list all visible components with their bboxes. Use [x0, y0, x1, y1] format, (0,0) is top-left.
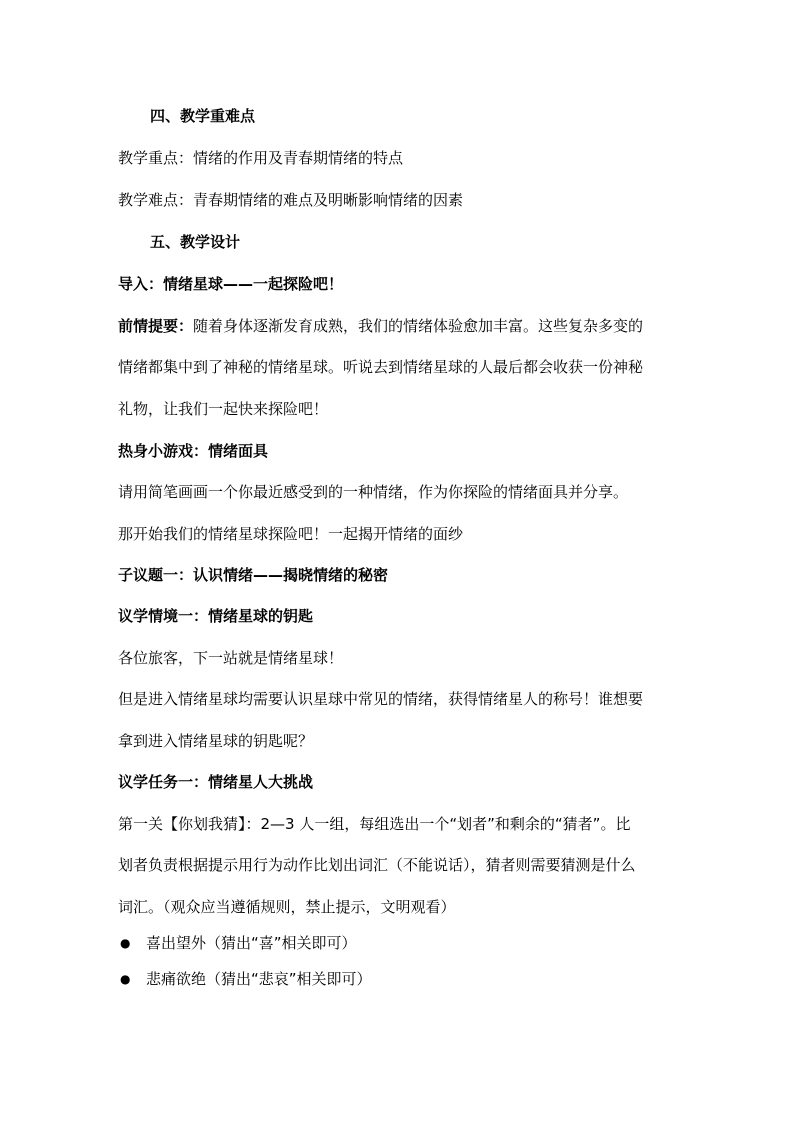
warmup-heading: 热身小游戏：情绪面具 — [118, 442, 269, 460]
key-points-label: 教学重点： — [118, 149, 194, 167]
bullet-icon: ● — [120, 972, 131, 986]
list-item-text: 悲痛欲绝（猜出“悲哀”相关即可） — [146, 970, 372, 988]
scenario-1-line-1: 各位旅客，下一站就是情绪星球！ — [118, 649, 344, 667]
key-points-text: 情绪的作用及青春期情绪的特点 — [193, 149, 404, 167]
preface-line-2: 情绪都集中到了神秘的情绪星球。听说去到情绪星球的人最后都会收获一份神秘 — [118, 358, 644, 376]
list-item — [120, 933, 660, 953]
task-1-line-1: 第一关【你划我猜】：2—3 人一组，每组选出一个“划者”和剩余的“猜者”。比 — [118, 815, 631, 833]
task-1-line-2: 划者负责根据提示用行为动作比划出词汇（不能说话），猜者则需要猜测是什么 — [118, 856, 636, 874]
scenario-1-line-2: 但是进入情绪星球均需要认识星球中常见的情绪，获得情绪星人的称号！谁想要 — [118, 690, 644, 708]
list-item — [120, 969, 660, 989]
difficult-points-text: 青春期情绪的难点及明晰影响情绪的因素 — [193, 191, 464, 209]
preface-text-1: 随着身体逐渐发育成熟，我们的情绪体验愈加丰富。这些复杂多变的 — [193, 317, 644, 335]
preface-line-3: 礼物，让我们一起快来探险吧！ — [118, 400, 329, 418]
task-1-heading: 议学任务一：情绪星人大挑战 — [118, 773, 314, 791]
difficult-points-line — [118, 190, 678, 210]
key-points-line — [118, 148, 678, 168]
scenario-1-line-3: 拿到进入情绪星球的钥匙呢？ — [118, 732, 314, 750]
subtopic-1-heading: 子议题一：认识情绪——揭晓情绪的秘密 — [118, 566, 389, 584]
difficult-points-label: 教学难点： — [118, 191, 194, 209]
intro-heading: 导入：情绪星球——一起探险吧！ — [118, 275, 344, 293]
section-heading-5: 五、教学设计 — [150, 233, 241, 251]
warmup-line-2: 那开始我们的情绪星球探险吧！一起揭开情绪的面纱 — [118, 525, 464, 543]
list-item-text: 喜出望外（猜出“喜”相关即可） — [146, 934, 357, 952]
preface-label: 前情提要： — [118, 317, 194, 335]
warmup-line-1: 请用简笔画画一个你最近感受到的一种情绪，作为你探险的情绪面具并分享。 — [118, 483, 629, 501]
preface-line-1 — [118, 316, 678, 336]
task-1-line-3: 词汇。（观众应当遵循规则，禁止提示，文明观看） — [118, 898, 456, 916]
scenario-1-heading: 议学情境一：情绪星球的钥匙 — [118, 607, 314, 625]
section-heading-4: 四、教学重难点 — [150, 107, 256, 125]
bullet-icon: ● — [120, 936, 131, 950]
